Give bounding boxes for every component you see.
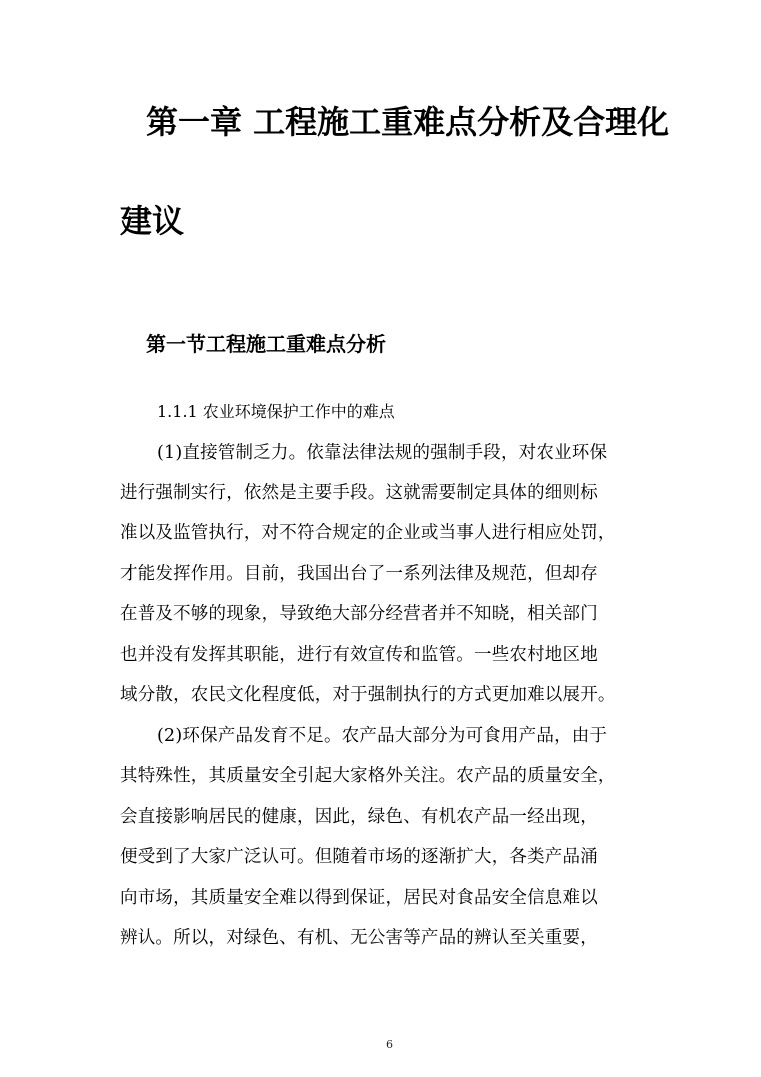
paragraph-line: (2)环保产品发育不足。农产品大部分为可食用产品，由于 xyxy=(157,726,608,746)
paragraph-line: 域分散，农民文化程度低，对于强制执行的方式更加难以展开。 xyxy=(120,685,616,705)
paragraph-line: 辨认。所以，对绿色、有机、无公害等产品的辨认至关重要， xyxy=(120,928,598,948)
paragraph-line: 其特殊性，其质量安全引起大家格外关注。农产品的质量安全， xyxy=(120,766,616,786)
paragraph-line: 在普及不够的现象，导致绝大部分经营者并不知晓，相关部门 xyxy=(120,604,598,624)
page-number: 6 xyxy=(386,1038,393,1051)
section-title: 第一节工程施工重难点分析 xyxy=(146,332,386,356)
paragraph-line: 会直接影响居民的健康，因此，绿色、有机农产品一经出现， xyxy=(120,807,598,827)
paragraph-line: 进行强制实行，依然是主要手段。这就需要制定具体的细则标 xyxy=(120,483,598,503)
paragraph-line: 便受到了大家广泛认可。但随着市场的逐渐扩大，各类产品涌 xyxy=(120,847,598,867)
chapter-title-line-2: 建议 xyxy=(120,202,185,240)
paragraph-line: 也并没有发挥其职能，进行有效宣传和监管。一些农村地区地 xyxy=(120,645,598,665)
paragraph-line: 向市场，其质量安全难以得到保证，居民对食品安全信息难以 xyxy=(120,888,598,908)
paragraph-line: (1)直接管制乏力。依靠法律法规的强制手段，对农业环保 xyxy=(157,443,608,463)
paragraph-line: 准以及监管执行，对不符合规定的企业或当事人进行相应处罚， xyxy=(120,523,616,543)
chapter-title-line-1: 第一章 工程施工重难点分析及合理化 xyxy=(146,103,670,141)
paragraph-line: 才能发挥作用。目前，我国出台了一系列法律及规范，但却存 xyxy=(120,564,598,584)
subsection-title: 1.1.1 农业环境保护工作中的难点 xyxy=(157,402,395,421)
